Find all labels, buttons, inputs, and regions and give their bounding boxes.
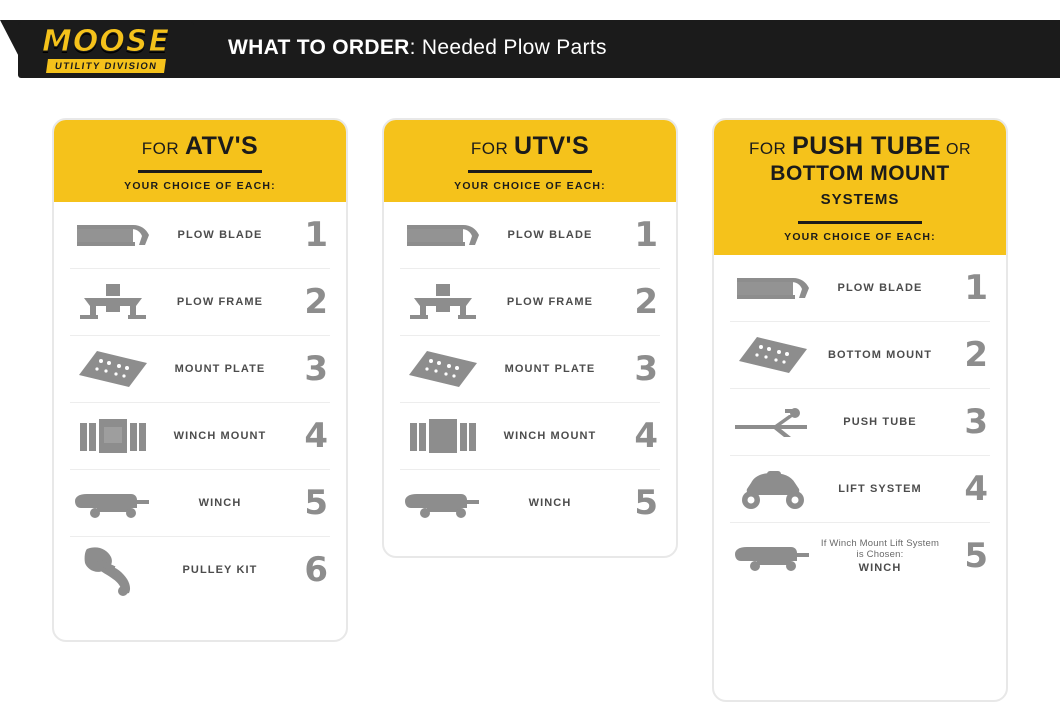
list-item — [70, 336, 330, 403]
winch-icon — [400, 486, 486, 520]
list-item-number: 3 — [964, 402, 988, 442]
list-item — [730, 523, 990, 589]
card-atv — [52, 118, 348, 642]
card-push-tube-header — [714, 120, 1006, 255]
card-utv-title — [394, 134, 666, 161]
plow-frame-icon — [70, 282, 156, 322]
list-item-label-group — [816, 538, 944, 575]
list-item-number: 1 — [634, 215, 658, 255]
list-item-label: PLOW BLADE — [177, 228, 263, 241]
list-item — [400, 403, 660, 470]
atv-icon — [730, 467, 816, 511]
list-item-label: PLOW BLADE — [507, 228, 593, 241]
card-push-tube-title-or: OR — [941, 141, 972, 158]
list-item-label: MOUNT PLATE — [174, 362, 266, 375]
winch-mount-icon — [70, 415, 156, 457]
logo-subtitle: UTILITY DIVISION — [46, 59, 166, 73]
list-item — [730, 322, 990, 389]
card-utv-title-pre: FOR — [470, 139, 509, 158]
list-item-number: 4 — [304, 416, 328, 456]
mount-plate-icon — [730, 334, 816, 376]
card-push-tube-subtitle: YOUR CHOICE OF EACH: — [784, 231, 936, 243]
list-item-number: 2 — [304, 282, 328, 322]
plow-blade-icon — [730, 270, 816, 306]
list-item-number: 6 — [304, 550, 328, 590]
list-item-label: WINCH MOUNT — [503, 429, 597, 442]
card-push-tube — [712, 118, 1008, 702]
list-item-number: 2 — [634, 282, 658, 322]
list-item-label: MOUNT PLATE — [504, 362, 596, 375]
winch-icon — [70, 486, 156, 520]
plow-blade-icon — [400, 217, 486, 253]
card-push-tube-title-systems: SYSTEMS — [820, 191, 900, 208]
list-item-label: PULLEY KIT — [182, 563, 258, 576]
push-tube-icon — [730, 405, 816, 439]
plow-frame-icon — [400, 282, 486, 322]
list-item — [400, 269, 660, 336]
card-atv-title — [64, 134, 336, 161]
list-item — [70, 403, 330, 470]
list-item — [400, 336, 660, 403]
list-item — [70, 470, 330, 537]
list-item-label: PLOW FRAME — [506, 295, 594, 308]
pulley-kit-icon — [70, 543, 156, 597]
moose-logo — [18, 22, 194, 78]
card-atv-title-pre: FOR — [141, 139, 180, 158]
list-item-number: 3 — [304, 349, 328, 389]
card-atv-title-big: ATV'S — [184, 132, 259, 160]
list-item — [70, 537, 330, 603]
list-item-number: 4 — [634, 416, 658, 456]
list-item-label: PLOW BLADE — [837, 281, 923, 294]
winch-mount-icon — [400, 415, 486, 457]
list-item-number: 1 — [304, 215, 328, 255]
list-item-label: WINCH — [198, 496, 242, 509]
list-item-number: 1 — [964, 268, 988, 308]
logo-wordmark: MOOSE — [42, 24, 170, 59]
list-item — [730, 389, 990, 456]
list-item-label: PUSH TUBE — [843, 415, 917, 428]
list-item-number: 4 — [964, 469, 988, 509]
card-utv-header — [384, 120, 676, 202]
card-utv-rows — [384, 202, 676, 536]
card-push-tube-title-pre: FOR — [748, 139, 787, 158]
list-item — [400, 202, 660, 269]
card-atv-header — [54, 120, 346, 202]
list-item-label: PLOW FRAME — [176, 295, 264, 308]
card-push-tube-rows — [714, 255, 1006, 589]
list-item-number: 5 — [964, 536, 988, 576]
winch-icon — [730, 539, 816, 573]
plow-blade-icon — [70, 217, 156, 253]
page-title-light: : Needed Plow Parts — [409, 36, 607, 59]
page-header — [0, 0, 1060, 92]
card-utv-title-big: UTV'S — [514, 132, 590, 160]
list-item-label: BOTTOM MOUNT — [827, 348, 933, 361]
list-item-number: 3 — [634, 349, 658, 389]
card-atv-divider — [138, 170, 262, 173]
list-item — [400, 470, 660, 536]
card-push-tube-divider — [798, 221, 922, 224]
list-item-label: WINCH MOUNT — [173, 429, 267, 442]
page-title — [228, 36, 607, 60]
card-utv-divider — [468, 170, 592, 173]
page-title-strong: WHAT TO ORDER — [228, 36, 410, 59]
mount-plate-icon — [400, 348, 486, 390]
card-atv-rows — [54, 202, 346, 603]
list-item-number: 5 — [304, 483, 328, 523]
cards-area — [0, 92, 1060, 678]
list-item-label: WINCH — [528, 496, 572, 509]
card-push-tube-title — [724, 134, 996, 212]
mount-plate-icon — [70, 348, 156, 390]
list-item — [730, 255, 990, 322]
list-item-label: LIFT SYSTEM — [838, 482, 922, 495]
list-item — [730, 456, 990, 523]
list-item-number: 2 — [964, 335, 988, 375]
card-push-tube-title-mid: BOTTOM MOUNT — [770, 162, 950, 185]
list-item-number: 5 — [634, 483, 658, 523]
card-utv — [382, 118, 678, 558]
card-atv-subtitle: YOUR CHOICE OF EACH: — [124, 180, 276, 192]
list-item — [70, 269, 330, 336]
list-item-label: WINCH — [858, 561, 902, 574]
list-item — [70, 202, 330, 269]
list-item-note: If Winch Mount Lift System is Chosen: — [820, 537, 940, 560]
card-utv-subtitle: YOUR CHOICE OF EACH: — [454, 180, 606, 192]
card-push-tube-title-big: PUSH TUBE — [792, 132, 942, 160]
